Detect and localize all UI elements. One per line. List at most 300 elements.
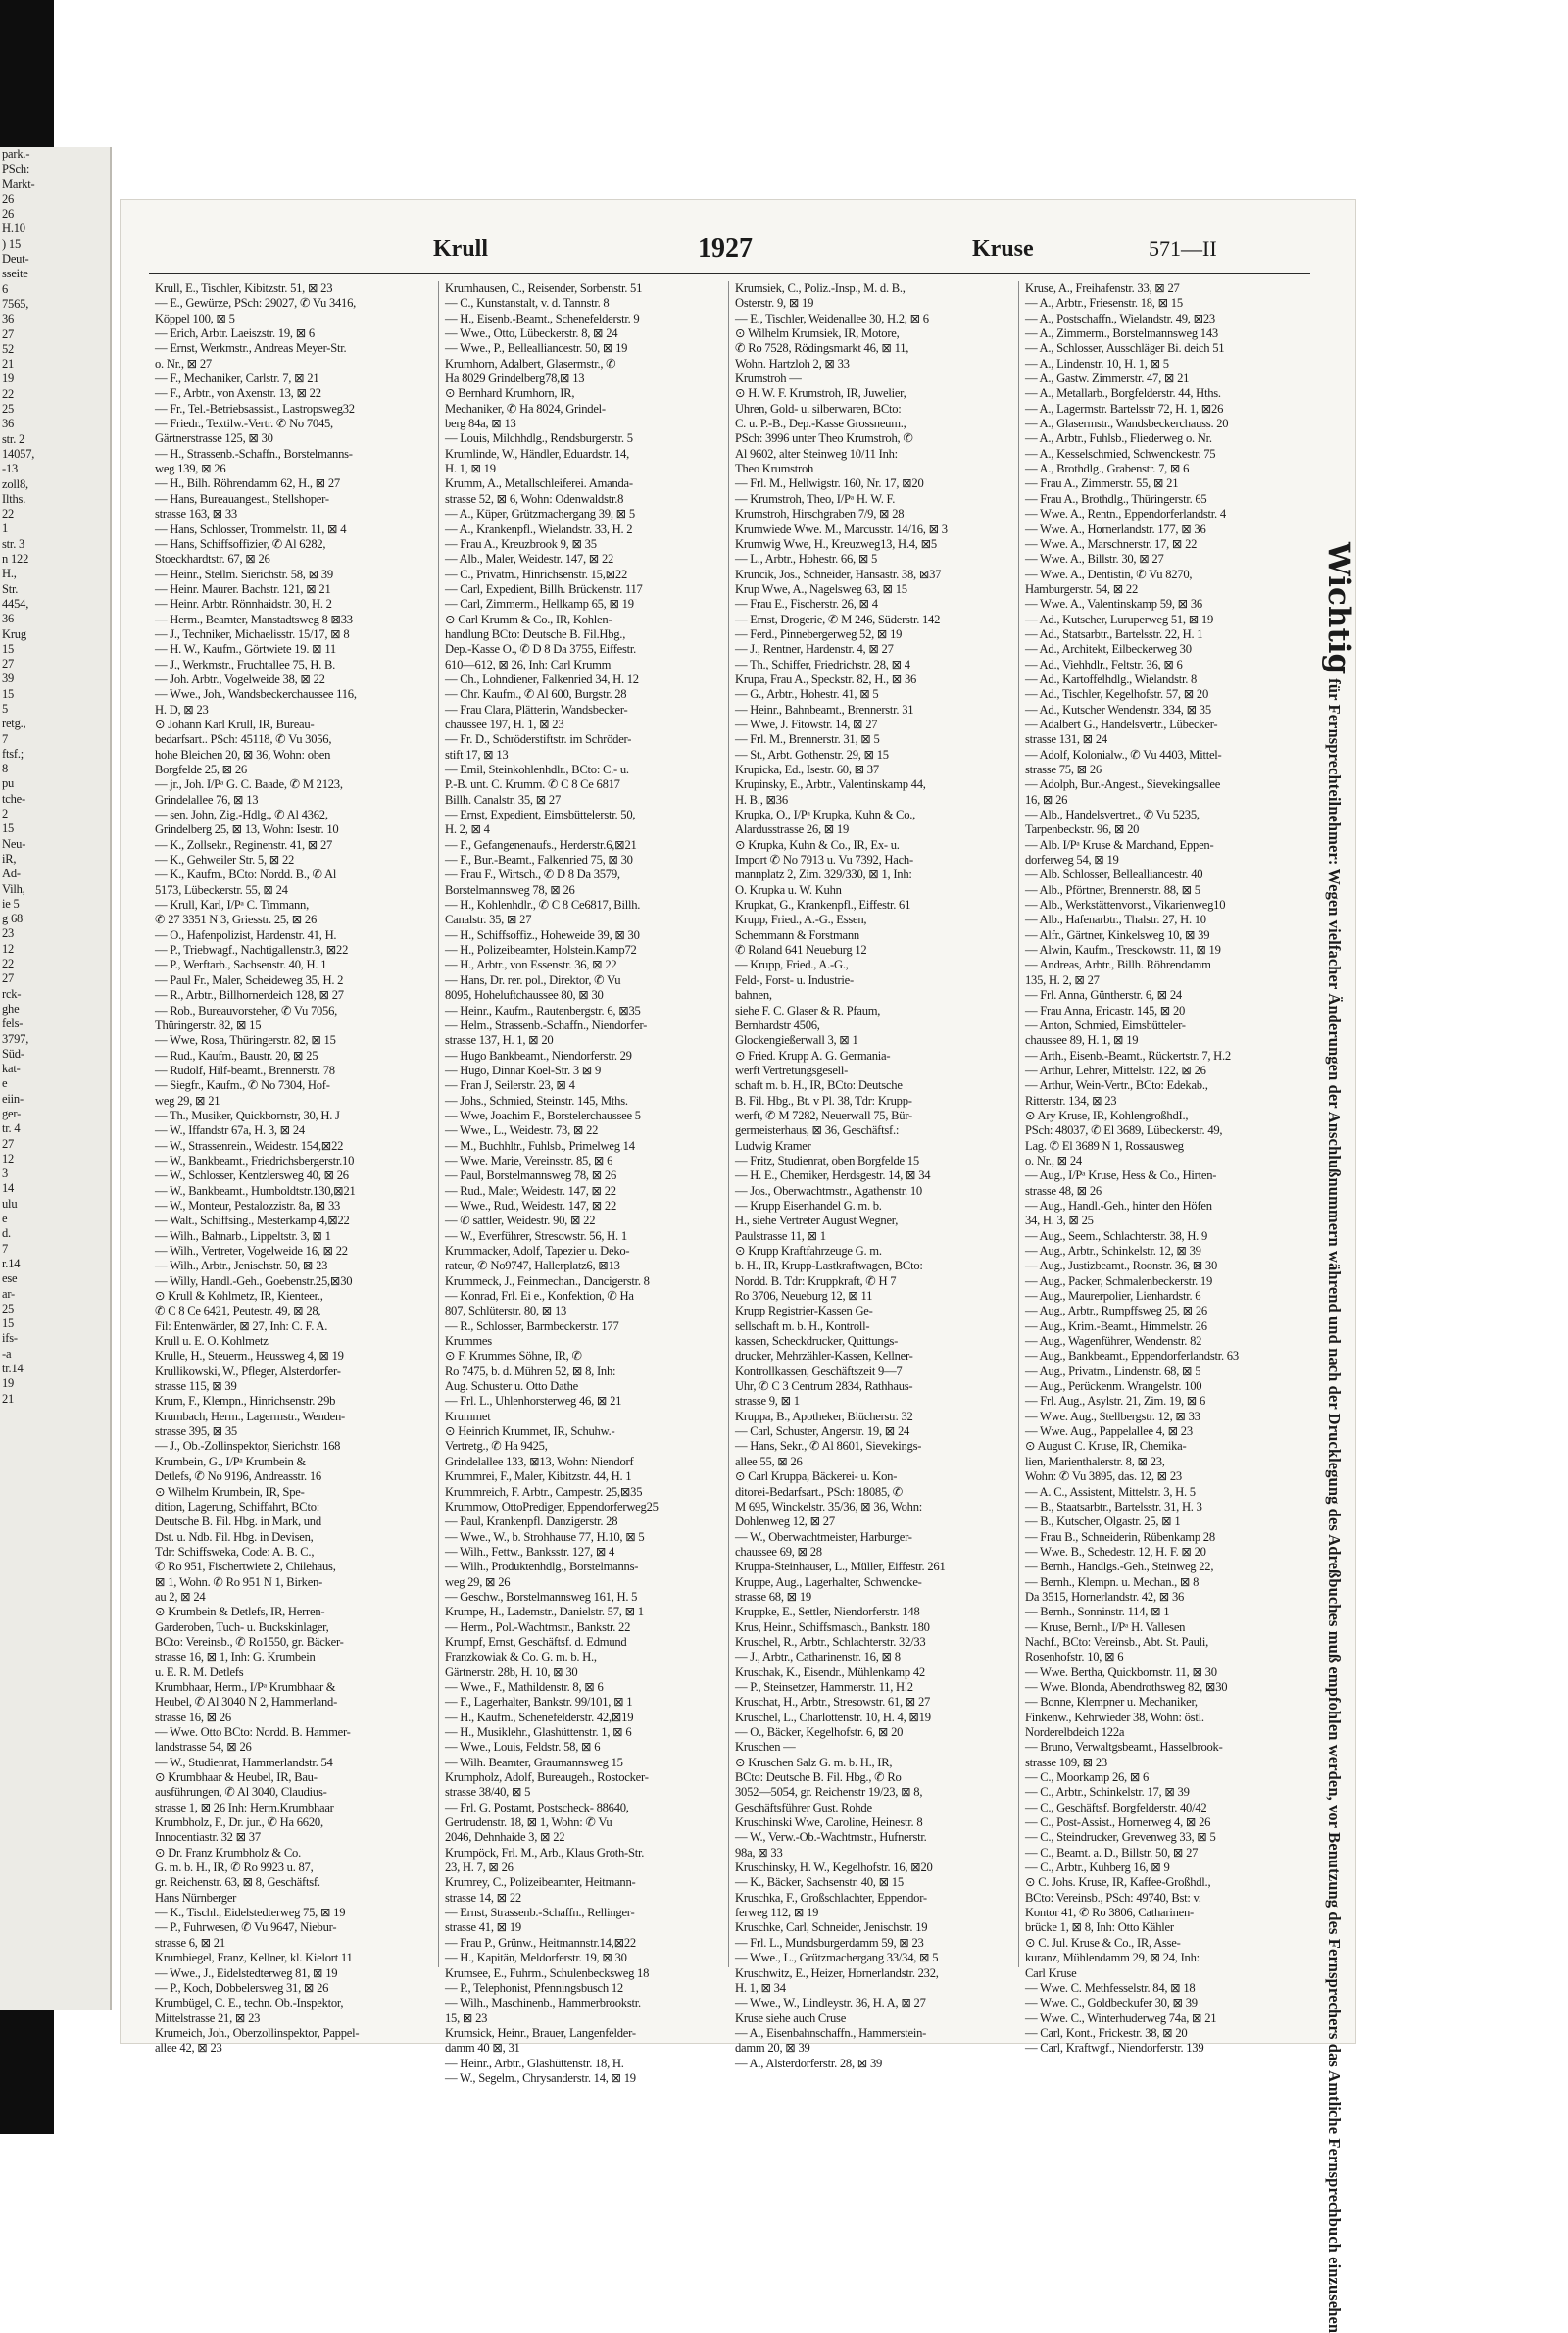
directory-entry-line: — Rob., Bureauvorsteher, ✆ Vu 7056, <box>155 1003 338 1018</box>
directory-entry-line: weg 29, ⊠ 26 <box>445 1574 511 1589</box>
directory-entry-line: — Carl, Expedient, Billh. Brückenstr. 117 <box>445 581 643 596</box>
directory-entry-line: — A., Postschaffn., Wielandstr. 49, ⊠23 <box>1025 311 1215 325</box>
facing-page-fragment: 6 <box>2 281 9 296</box>
directory-entry-line: — Wwe. Marie, Vereinsstr. 85, ⊠ 6 <box>445 1153 613 1167</box>
facing-page-fragment: iR, <box>2 851 17 866</box>
facing-page-fragment: e <box>2 1212 8 1226</box>
facing-page-fragment: Krug <box>2 626 26 641</box>
facing-page-fragment: 36 <box>2 312 15 326</box>
directory-entry-line: — Aug., Seem., Schlachterstr. 38, H. 9 <box>1025 1228 1208 1243</box>
facing-page-fragment: 19 <box>2 1376 15 1391</box>
directory-entry-line: — F., Mechaniker, Carlstr. 7, ⊠ 21 <box>155 372 319 386</box>
directory-entry-line: Ludwig Kramer <box>735 1138 811 1153</box>
directory-entry-line: — Krupp, Fried., A.-G., <box>735 958 849 972</box>
directory-entry-line: — Heinr., Arbtr., Glashüttenstr. 18, H. <box>445 2056 624 2070</box>
facing-page-fragment: Neu- <box>2 836 26 851</box>
facing-page-fragment: pu <box>2 776 15 791</box>
directory-entry-line: — A., Eisenbahnschaffn., Hammerstein- <box>735 2025 927 2040</box>
directory-entry-line: — W., Strassenrein., Weidestr. 154,⊠22 <box>155 1138 344 1153</box>
directory-entry-line: ⊙ Krumbein & Detlefs, IR, Herren- <box>155 1605 325 1619</box>
directory-entry-line: Ro 7475, b. d. Mühren 52, ⊠ 8, Inh: <box>445 1364 616 1378</box>
directory-entry-line: — Ernst, Expedient, Eimsbüttelerstr. 50, <box>445 808 636 822</box>
side-notice-text: für Fernsprechteilnehmer: Wegen vielfacher Änderungen der Anschlußnummern während und nach der Drucklegung des Adreßbuches muß empfohlen werden, vor Benutzung des Fernsprechers das Amtliche Fernsprechbuch einzusehen <box>1325 678 1344 2333</box>
directory-entry-line: — P., Telephonist, Pfenningsbusch 12 <box>445 1980 623 1995</box>
facing-page-fragment: 1 <box>2 521 9 536</box>
directory-entry-line: — H., Arbtr., von Essenstr. 36, ⊠ 22 <box>445 958 617 972</box>
directory-columns <box>149 281 1310 2085</box>
directory-entry-line: BCto: Vereinsb., ✆ Ro1550, gr. Bäcker- <box>155 1634 344 1649</box>
facing-page-fragment: H.10 <box>2 222 25 236</box>
directory-entry-line: drucker, Mehrzähler-Kassen, Kellner- <box>735 1349 913 1364</box>
directory-entry-line: Uhren, Gold- u. silberwaren, BCto: <box>735 401 902 416</box>
directory-entry-line: — Fr., Tel.-Betriebsassist., Lastropsweg32 <box>155 401 355 416</box>
directory-entry-line: H. D, ⊠ 23 <box>155 702 209 717</box>
directory-entry-line: 5173, Lübeckerstr. 55, ⊠ 24 <box>155 882 288 897</box>
directory-entry-line: — ✆ sattler, Weidestr. 90, ⊠ 22 <box>445 1214 596 1228</box>
directory-entry-line: — A., Gastw. Zimmerstr. 47, ⊠ 21 <box>1025 372 1190 386</box>
directory-entry-line: — Frau A., Zimmerstr. 55, ⊠ 21 <box>1025 476 1179 491</box>
directory-entry-line: — Hans, Sekr., ✆ Al 8601, Sievekings- <box>735 1439 922 1454</box>
directory-entry-line: Al 9602, alter Steinweg 10/11 Inh: <box>735 446 898 461</box>
facing-page-fragment: ar- <box>2 1286 16 1301</box>
directory-entry-line: — Paul Fr., Maler, Scheideweg 35, H. 2 <box>155 972 344 987</box>
directory-entry-line: — C., Privatm., Hinrichsenstr. 15,⊠22 <box>445 567 628 581</box>
directory-entry-line: — Alwin, Kaufm., Tresckowstr. 11, ⊠ 19 <box>1025 943 1221 958</box>
directory-entry-line: — Ad., Kutscher Wendenstr. 334, ⊠ 35 <box>1025 702 1211 717</box>
directory-entry-line: M 695, Winckelstr. 35/36, ⊠ 36, Wohn: <box>735 1499 923 1514</box>
facing-page-fragment: -13 <box>2 462 19 476</box>
directory-entry-line: — A., Kesselschmied, Schwenckestr. 75 <box>1025 446 1216 461</box>
directory-entry-line: — H., Strassenb.-Schaffn., Borstelmanns- <box>155 446 353 461</box>
directory-entry-line: ⊠ 1, Wohn. ✆ Ro 951 N 1, Birken- <box>155 1574 323 1589</box>
directory-entry-line: Kruschinsky, H. W., Kegelhofstr. 16, ⊠20 <box>735 1861 933 1875</box>
directory-entry-line: — Bruno, Verwaltgsbeamt., Hasselbrook- <box>1025 1740 1223 1755</box>
directory-entry-line: berg 84a, ⊠ 13 <box>445 417 516 431</box>
directory-entry-line: strasse 14, ⊠ 22 <box>445 1890 521 1905</box>
directory-entry-line: — Frau A., Brothdlg., Thüringerstr. 65 <box>1025 491 1207 506</box>
directory-entry-line: — K., Gehweiler Str. 5, ⊠ 22 <box>155 853 295 868</box>
directory-entry-line: Import ✆ No 7913 u. Vu 7392, Hach- <box>735 853 913 868</box>
directory-entry-line: — J., Arbtr., Catharinenstr. 16, ⊠ 8 <box>735 1650 901 1664</box>
directory-entry-line: lien, Marienthalerstr. 8, ⊠ 23, <box>1025 1454 1165 1468</box>
directory-entry-line: — H., Bilh. Röhrendamm 62, H., ⊠ 27 <box>155 476 340 491</box>
directory-entry-line: hohe Bleichen 20, ⊠ 36, Wohn: oben <box>155 747 331 762</box>
directory-entry-line: B. Fil. Hbg., Bt. v Pl. 38, Tdr: Krupp- <box>735 1093 912 1108</box>
directory-entry-line: — Wwe. Bertha, Quickbornstr. 11, ⊠ 30 <box>1025 1664 1217 1679</box>
directory-entry-line: Da 3515, Hornerlandstr. 42, ⊠ 36 <box>1025 1589 1185 1604</box>
directory-entry-line: — K., Kaufm., BCto: Nordd. B., ✆ Al <box>155 868 337 882</box>
directory-entry-line: — Hans, Schlosser, Trommelstr. 11, ⊠ 4 <box>155 521 347 536</box>
directory-entry-line: — C., Post-Assist., Hornerweg 4, ⊠ 26 <box>1025 1815 1211 1830</box>
directory-entry-line: ausführungen, ✆ Al 3040, Claudius- <box>155 1785 327 1800</box>
column-2 <box>439 281 729 2085</box>
directory-entry-line: Krupp, Fried., A.-G., Essen, <box>735 913 867 927</box>
directory-entry-line: Mechaniker, ✆ Ha 8024, Grindel- <box>445 401 606 416</box>
directory-entry-line: strasse 52, ⊠ 6, Wohn: Odenwaldstr.8 <box>445 491 624 506</box>
directory-entry-line: — C., Arbtr., Schinkelstr. 17, ⊠ 39 <box>1025 1785 1190 1800</box>
facing-page-fragment: 14 <box>2 1181 15 1196</box>
directory-entry-line: Kruppke, E., Settler, Niendorferstr. 148 <box>735 1605 920 1619</box>
directory-entry-line: — Wwe., Louis, Feldstr. 58, ⊠ 6 <box>445 1740 601 1755</box>
directory-entry-line: werft Vertretungsgesell- <box>735 1063 849 1077</box>
facing-page-fragment: 2 <box>2 807 9 821</box>
directory-entry-line: chaussee 197, H. 1, ⊠ 23 <box>445 717 564 731</box>
facing-page-fragment: tr.14 <box>2 1362 24 1376</box>
facing-page-fragment: 52 <box>2 341 15 356</box>
directory-entry-line: — Carl, Zimmerm., Hellkamp 65, ⊠ 19 <box>445 597 634 612</box>
facing-page-fragment: str. 2 <box>2 431 25 446</box>
directory-entry-line: — A., Lagermstr. Bartelsstr 72, H. 1, ⊠26 <box>1025 401 1224 416</box>
directory-entry-line: 2046, Dehnhaide 3, ⊠ 22 <box>445 1830 565 1845</box>
directory-entry-line: — Frau Anna, Ericastr. 145, ⊠ 20 <box>1025 1003 1186 1018</box>
facing-page-fragment: -a <box>2 1346 12 1361</box>
directory-entry-line: Krupinsky, E., Arbtr., Valentinskamp 44, <box>735 777 926 792</box>
directory-entry-line: — J., Techniker, Michaelisstr. 15/17, ⊠ 8 <box>155 626 350 641</box>
facing-page-fragment: Vilh, <box>2 881 25 896</box>
directory-entry-line: — Kruse, Bernh., I/Pᵃ H. Vallesen <box>1025 1619 1186 1634</box>
directory-entry-line: — W., Bankbeamt., Humboldtstr.130,⊠21 <box>155 1183 356 1198</box>
directory-entry-line: — A., Zimmerm., Borstelmannsweg 143 <box>1025 326 1218 341</box>
directory-entry-line: Kruse siehe auch Cruse <box>735 2010 847 2025</box>
directory-entry-line: Heubel, ✆ Al 3040 N 2, Hammerland- <box>155 1695 338 1710</box>
directory-entry-line: Krulle, H., Steuerm., Heussweg 4, ⊠ 19 <box>155 1349 344 1364</box>
directory-entry-line: ⊙ Wilhelm Krumbein, IR, Spe- <box>155 1484 305 1499</box>
facing-page-fragment: tr. 4 <box>2 1121 21 1136</box>
directory-entry-line: chaussee 69, ⊠ 28 <box>735 1544 822 1559</box>
directory-entry-line: — B., Kutscher, Olgastr. 25, ⊠ 1 <box>1025 1514 1181 1529</box>
directory-entry-line: werft, ✆ M 7282, Neuerwall 75, Bür- <box>735 1108 912 1122</box>
directory-entry-line: brücke 1, ⊠ 8, Inh: Otto Kähler <box>1025 1920 1174 1935</box>
directory-entry-line: Krumm, A., Metallschleiferei. Amanda- <box>445 476 633 491</box>
facing-page-fragment: 7565, <box>2 296 29 311</box>
directory-entry-line: ⊙ August C. Kruse, IR, Chemika- <box>1025 1439 1187 1454</box>
facing-page-fragment: e <box>2 1076 8 1091</box>
facing-page-fragment: Ilths. <box>2 491 26 506</box>
directory-entry-line: Glockengießerwall 3, ⊠ 1 <box>735 1033 858 1048</box>
directory-entry-line: — Frau F., Wirtsch., ✆ D 8 Da 3579, <box>445 868 620 882</box>
directory-entry-line: strasse 9, ⊠ 1 <box>735 1394 800 1409</box>
facing-page-fragment: 39 <box>2 671 15 686</box>
directory-entry-line: ⊙ Kruschen Salz G. m. b. H., IR, <box>735 1755 893 1769</box>
directory-entry-line: Wohn. Hartzloh 2, ⊠ 33 <box>735 356 850 371</box>
directory-entry-line: ⊙ Ary Kruse, IR, KohlengroßhdI., <box>1025 1108 1189 1122</box>
directory-entry-line: — Heinr. Arbtr. Rönnhaidstr. 30, H. 2 <box>155 597 332 612</box>
facing-page-fragment: 3 <box>2 1166 9 1181</box>
directory-entry-line: strasse 68, ⊠ 19 <box>735 1589 811 1604</box>
directory-entry-line: — Ad., Viehhdlr., Feltstr. 36, ⊠ 6 <box>1025 657 1183 671</box>
directory-entry-line: — Aug., Justizbeamt., Roonstr. 36, ⊠ 30 <box>1025 1259 1218 1273</box>
directory-entry-line: allee 55, ⊠ 26 <box>735 1454 803 1468</box>
directory-entry-line: — Th., Schiffer, Friedrichstr. 28, ⊠ 4 <box>735 657 910 671</box>
facing-page-fragment: 27 <box>2 971 15 986</box>
directory-entry-line: Grindelallee 76, ⊠ 13 <box>155 792 259 807</box>
directory-entry-line: — F., Lagerhalter, Bankstr. 99/101, ⊠ 1 <box>445 1695 633 1710</box>
directory-entry-line: Franzkowiak & Co. G. m. b. H., <box>445 1650 597 1664</box>
directory-entry-line: — W., Segelm., Chrysanderstr. 14, ⊠ 19 <box>445 2070 636 2085</box>
directory-entry-line: Krumbhaar, Herm., I/Pᵃ Krumbhaar & <box>155 1679 336 1694</box>
directory-entry-line: — Wwe. C., Goldbeckufer 30, ⊠ 39 <box>1025 1996 1198 2010</box>
directory-entry-line: — J., Ob.-Zollinspektor, Sierichstr. 168 <box>155 1439 341 1454</box>
directory-entry-line: schaft m. b. H., IR, BCto: Deutsche <box>735 1078 903 1093</box>
facing-page-fragment: str. 3 <box>2 536 25 551</box>
directory-entry-line: Kruppe, Aug., Lagerhalter, Schwencke- <box>735 1574 922 1589</box>
directory-entry-line: ⊙ Carl Krumm & Co., IR, Kohlen- <box>445 612 612 626</box>
directory-entry-line: — Wilh. Beamter, Graumannsweg 15 <box>445 1755 623 1769</box>
directory-entry-line: — Andreas, Arbtr., Billh. Röhrendamm <box>1025 958 1211 972</box>
directory-entry-line: Garderoben, Tuch- u. Buckskinlager, <box>155 1619 329 1634</box>
directory-entry-line: — Anton, Schmied, Eimsbütteler- <box>1025 1018 1186 1032</box>
directory-entry-line: handlung BCto: Deutsche B. Fil.Hbg., <box>445 626 626 641</box>
directory-entry-line: u. E. R. M. Detlefs <box>155 1664 244 1679</box>
directory-entry-line: weg 139, ⊠ 26 <box>155 462 226 476</box>
directory-entry-line: — Aug., Maurerpolier, Lienhardstr. 6 <box>1025 1289 1201 1304</box>
directory-entry-line: Schemmann & Forstmann <box>735 927 859 942</box>
directory-entry-line: Krumstroh — <box>735 372 802 386</box>
header-first-name: Krull <box>433 236 489 262</box>
directory-entry-line: Krumpf, Ernst, Geschäftsf. d. Edmund <box>445 1634 627 1649</box>
facing-page-fragment: 36 <box>2 612 15 626</box>
directory-entry-line: — Wwe. A., Rentn., Eppendorferlandstr. 4 <box>1025 507 1226 521</box>
facing-page-fragment: 25 <box>2 1301 15 1315</box>
directory-entry-line: Kruschwitz, E., Heizer, Hornerlandstr. 232, <box>735 1965 939 1980</box>
facing-page-fragment: kat- <box>2 1062 21 1076</box>
directory-entry-line: — W., Oberwachtmeister, Harburger- <box>735 1529 912 1544</box>
directory-entry-line: — Wwe., W., b. Strohhause 77, H.10, ⊠ 5 <box>445 1529 645 1544</box>
directory-entry-line: — Aug., I/Pᵃ Kruse, Hess & Co., Hirten- <box>1025 1168 1217 1183</box>
directory-entry-line: — Carl, Kraftwgf., Niendorferstr. 139 <box>1025 2041 1204 2056</box>
directory-entry-line: C. u. P.-B., Dep.-Kasse Grossneum., <box>735 417 906 431</box>
side-notice-title: Wichtig <box>1321 542 1356 675</box>
directory-entry-line: — Louis, Milchhdlg., Rendsburgerstr. 5 <box>445 431 633 446</box>
directory-entry-line: — Frl. Anna, Güntherstr. 6, ⊠ 24 <box>1025 988 1182 1003</box>
facing-page-fragment: 27 <box>2 1136 15 1151</box>
directory-entry-line: — Hugo, Dinnar Koel-Str. 3 ⊠ 9 <box>445 1063 602 1077</box>
directory-entry-line: P.-B. unt. C. Krumm. ✆ C 8 Ce 6817 <box>445 777 620 792</box>
directory-entry-line: — Wwe., L., Weidestr. 73, ⊠ 22 <box>445 1123 599 1138</box>
directory-entry-line: Krumstroh, Hirschgraben 7/9, ⊠ 28 <box>735 507 905 521</box>
facing-page-fragment: 15 <box>2 641 15 656</box>
directory-entry-line: Krumhausen, C., Reisender, Sorbenstr. 51 <box>445 281 643 295</box>
header-rule <box>149 273 1310 274</box>
directory-entry-line: — M., Buchhltr., Fuhlsb., Primelweg 14 <box>445 1138 635 1153</box>
directory-entry-line: H. B., ⊠36 <box>735 792 788 807</box>
directory-entry-line: — F., Bur.-Beamt., Falkenried 75, ⊠ 30 <box>445 853 633 868</box>
directory-entry-line: — Frau A., Kreuzbrook 9, ⊠ 35 <box>445 536 597 551</box>
directory-entry-line: Kruppa, B., Apotheker, Blücherstr. 32 <box>735 1409 913 1423</box>
directory-entry-line: ⊙ Johann Karl Krull, IR, Bureau- <box>155 717 315 731</box>
directory-entry-line: — Ad., Kartoffelhdlg., Wielandstr. 8 <box>1025 671 1198 686</box>
directory-entry-line: — Hans, Schiffsoffizier, ✆ Al 6282, <box>155 536 326 551</box>
directory-entry-line: — O., Hafenpolizist, Hardenstr. 41, H. <box>155 927 337 942</box>
header-year: 1927 <box>698 233 753 264</box>
directory-entry-line: — Wwe, Joachim F., Borstelerchaussee 5 <box>445 1108 641 1122</box>
directory-entry-line: Carl Kruse <box>1025 1965 1077 1980</box>
directory-entry-line: — Konrad, Frl. Ei e., Konfektion, ✆ Ha <box>445 1289 634 1304</box>
directory-entry-line: — H., Eisenb.-Beamt., Schenefelderstr. 9 <box>445 311 640 325</box>
directory-entry-line: — Krumstroh, Theo, I/Pᵃ H. W. F. <box>735 491 896 506</box>
directory-entry-line: — A., Lindenstr. 10, H. 1, ⊠ 5 <box>1025 356 1169 371</box>
directory-entry-line: — Fr. D., Schröderstiftstr. im Schröder- <box>445 732 632 747</box>
directory-entry-line: ⊙ Carl Kruppa, Bäckerei- u. Kon- <box>735 1469 898 1484</box>
directory-entry-line: — Bernh., Sonninstr. 114, ⊠ 1 <box>1025 1605 1170 1619</box>
directory-entry-line: Krullikowski, W., Pfleger, Alsterdorfer- <box>155 1364 341 1378</box>
directory-entry-line: Kruncik, Jos., Schneider, Hansastr. 38, ⊠37 <box>735 567 942 581</box>
directory-entry-line: Krupka, O., I/Pᵃ Krupka, Kuhn & Co., <box>735 808 916 822</box>
directory-entry-line: 98a, ⊠ 33 <box>735 1845 783 1860</box>
directory-entry-line: bahnen, <box>735 988 772 1003</box>
directory-entry-line: — Wwe., Joh., Wandsbeckerchaussee 116, <box>155 687 357 702</box>
directory-entry-line: Kruschel, L., Charlottenstr. 10, H. 4, ⊠19 <box>735 1710 931 1724</box>
directory-entry-line: — W., Monteur, Pestalozzistr. 8a, ⊠ 33 <box>155 1198 341 1213</box>
directory-entry-line: — C., Arbtr., Kuhberg 16, ⊠ 9 <box>1025 1861 1170 1875</box>
facing-page-fragment: ftsf.; <box>2 746 24 761</box>
directory-entry-line: Kruse, A., Freihafenstr. 33, ⊠ 27 <box>1025 281 1180 295</box>
directory-entry-line: — Chr. Kaufm., ✆ Al 600, Burgstr. 28 <box>445 687 627 702</box>
directory-entry-line: strasse 6, ⊠ 21 <box>155 1935 225 1950</box>
directory-entry-line: Krumpe, H., Lademstr., Danielstr. 57, ⊠ 1 <box>445 1605 644 1619</box>
directory-entry-line: — A., Glasermstr., Wandsbeckerchauss. 20 <box>1025 417 1229 431</box>
directory-entry-line: Kruschel, R., Arbtr., Schlachterstr. 32/33 <box>735 1634 926 1649</box>
directory-entry-line: — A., Metallarb., Borgfelderstr. 44, Hths. <box>1025 386 1221 401</box>
directory-entry-line: — Walt., Schiffsing., Mesterkamp 4,⊠22 <box>155 1214 350 1228</box>
facing-page-fragment: ie 5 <box>2 896 20 911</box>
directory-entry-line: — L., Arbtr., Hohestr. 66, ⊠ 5 <box>735 552 878 567</box>
directory-entry-line: — O., Bäcker, Kegelhofstr. 6, ⊠ 20 <box>735 1725 904 1739</box>
directory-entry-line: — Ch., Lohndiener, Falkenried 34, H. 12 <box>445 671 639 686</box>
directory-entry-line: — H., Kohlenhdlr., ✆ C 8 Ce6817, Billh. <box>445 898 641 913</box>
directory-entry-line: — Wwe. A., Dentistin, ✆ Vu 8270, <box>1025 567 1193 581</box>
directory-entry-line: Borgfelde 25, ⊠ 26 <box>155 763 247 776</box>
facing-page-fragment: 15 <box>2 821 15 836</box>
directory-entry-line: Innocentiastr. 32 ⊠ 37 <box>155 1830 261 1845</box>
directory-entry-line: ⊙ Heinrich Krummet, IR, Schuhw.- <box>445 1424 615 1439</box>
directory-entry-line: — Aug., Arbtr., Schinkelstr. 12, ⊠ 39 <box>1025 1244 1201 1258</box>
directory-entry-line: — C., Kunstanstalt, v. d. Tannstr. 8 <box>445 296 610 311</box>
directory-entry-line: — Rud., Kaufm., Baustr. 20, ⊠ 25 <box>155 1048 318 1063</box>
directory-entry-line: Krum, F., Klempn., Hinrichsenstr. 29b <box>155 1394 336 1409</box>
directory-entry-line: Feld-, Forst- u. Industrie- <box>735 972 854 987</box>
directory-entry-line: Kontrollkassen, Geschäftszeit 9—7 <box>735 1364 903 1378</box>
directory-entry-line: — Carl, Schuster, Angerstr. 19, ⊠ 24 <box>735 1424 910 1439</box>
facing-page-fragment: 14057, <box>2 446 35 461</box>
directory-entry-line: — Ernst, Strassenb.-Schaffn., Rellinger- <box>445 1906 635 1920</box>
directory-entry-line: Hamburgerstr. 54, ⊠ 22 <box>1025 581 1139 596</box>
facing-page-fragment: 7 <box>2 1241 9 1256</box>
directory-entry-line: — Frl. G. Postamt, Postscheck- 88640, <box>445 1800 629 1814</box>
directory-entry-line: — Wwe. Aug., Pappelallee 4, ⊠ 23 <box>1025 1424 1193 1439</box>
directory-entry-line: — Wwe. B., Schedestr. 12, H. F. ⊠ 20 <box>1025 1544 1206 1559</box>
directory-entry-line: — Wwe., W., Lindleystr. 36, H. A, ⊠ 27 <box>735 1996 926 2010</box>
directory-entry-line: dition, Lagerung, Schiffahrt, BCto: <box>155 1499 320 1514</box>
directory-entry-line: — C., Steindrucker, Grevenweg 33, ⊠ 5 <box>1025 1830 1216 1845</box>
facing-page-fragment: 15 <box>2 686 15 701</box>
directory-entry-line: — Wwe., L., Grützmachergang 33/34, ⊠ 5 <box>735 1951 939 1965</box>
directory-entry-line: strasse 41, ⊠ 19 <box>445 1920 521 1935</box>
directory-entry-line: — H. W., Kaufm., Görtwiete 19. ⊠ 11 <box>155 642 336 657</box>
directory-entry-line: — P., Steinsetzer, Hammerstr. 11, H.2 <box>735 1679 913 1694</box>
directory-entry-line: — Frau B., Schneiderin, Rübenkamp 28 <box>1025 1529 1215 1544</box>
directory-entry-line: weg 29, ⊠ 21 <box>155 1093 220 1108</box>
directory-entry-line: — P., Koch, Dobbelersweg 31, ⊠ 26 <box>155 1980 329 1995</box>
directory-entry-line: Kruschke, Carl, Schneider, Jenischstr. 19 <box>735 1920 928 1935</box>
directory-entry-line: — Paul, Borstelmannsweg 78, ⊠ 26 <box>445 1168 617 1183</box>
directory-entry-line: Nachf., BCto: Vereinsb., Abt. St. Pauli, <box>1025 1634 1209 1649</box>
directory-entry-line: — E., Tischler, Weidenallee 30, H.2, ⊠ 6 <box>735 311 929 325</box>
directory-entry-line: — Herm., Beamter, Manstadtsweg 8 ⊠33 <box>155 612 353 626</box>
directory-entry-line: rateur, ✆ No9747, Hallerplatz6, ⊠13 <box>445 1259 620 1273</box>
directory-entry-line: — Arthur, Wein-Vertr., BCto: Edekab., <box>1025 1078 1208 1093</box>
directory-entry-line: Kruschat, H., Arbtr., Stresowstr. 61, ⊠ 27 <box>735 1695 931 1710</box>
facing-page-fragment: ghe <box>2 1001 20 1016</box>
directory-entry-line: — Carl, Kont., Frickestr. 38, ⊠ 20 <box>1025 2025 1188 2040</box>
facing-page-fragment: ) 15 <box>2 236 21 251</box>
directory-entry-line: Theo Krumstroh <box>735 462 814 476</box>
column-4 <box>1019 281 1309 2056</box>
directory-entry-line: Krummrei, F., Maler, Kibitzstr. 44, H. 1 <box>445 1469 632 1484</box>
directory-entry-line: — Wwe. A., Billstr. 30, ⊠ 27 <box>1025 552 1164 567</box>
facing-page-fragment: 22 <box>2 386 15 401</box>
directory-entry-line: — F., Gefangenenaufs., Herderstr.6,⊠21 <box>445 837 637 852</box>
directory-entry-line: — Paul, Krankenpfl. Danzigerstr. 28 <box>445 1514 618 1529</box>
directory-entry-line: kuranz, Mühlendamm 29, ⊠ 24, Inh: <box>1025 1951 1200 1965</box>
directory-entry-line: strasse 131, ⊠ 24 <box>1025 732 1107 747</box>
directory-entry-line: mannplatz 2, Zim. 329/330, ⊠ 1, Inh: <box>735 868 912 882</box>
facing-page-fragment: retg., <box>2 717 26 731</box>
directory-entry-line: — Fran J, Seilerstr. 23, ⊠ 4 <box>445 1078 575 1093</box>
directory-entry-line: — Alb., Maler, Weidestr. 147, ⊠ 22 <box>445 552 614 567</box>
directory-entry-line: Osterstr. 9, ⊠ 19 <box>735 296 814 311</box>
directory-entry-line: Dst. u. Ndb. Fil. Hbg. in Devisen, <box>155 1529 314 1544</box>
directory-entry-line: ⊙ C. Johs. Kruse, IR, Kaffee-Großhdl., <box>1025 1875 1211 1890</box>
directory-entry-line: — Hans, Dr. rer. pol., Direktor, ✆ Vu <box>445 972 621 987</box>
directory-entry-line: Gertrudenstr. 18, ⊠ 1, Wohn: ✆ Vu <box>445 1815 612 1830</box>
directory-entry-line: strasse 163, ⊠ 33 <box>155 507 237 521</box>
directory-entry-line: Bernhardstr 4506, <box>735 1018 820 1032</box>
directory-entry-line: ⊙ Krumbhaar & Heubel, IR, Bau- <box>155 1770 318 1785</box>
column-1 <box>149 281 439 2056</box>
directory-entry-line: o. Nr., ⊠ 27 <box>155 356 212 371</box>
facing-page-fragment: H., <box>2 567 17 581</box>
directory-entry-line: strasse 137, H. 1, ⊠ 20 <box>445 1033 554 1048</box>
directory-entry-line: Krumbügel, C. E., techn. Ob.-Inspektor, <box>155 1996 344 2010</box>
directory-entry-line: — Ad., Tischler, Kegelhofstr. 57, ⊠ 20 <box>1025 687 1209 702</box>
facing-page-fragment: d. <box>2 1226 11 1241</box>
directory-entry-line: — W., Bankbeamt., Friedrichsbergerstr.10 <box>155 1153 355 1167</box>
directory-entry-line: — J., Werkmstr., Fruchtallee 75, H. B. <box>155 657 336 671</box>
directory-entry-line: — Ad., Statsarbtr., Bartelsstr. 22, H. 1 <box>1025 626 1203 641</box>
directory-entry-line: strasse 38/40, ⊠ 5 <box>445 1785 531 1800</box>
directory-entry-line: — Wwe. A., Hornerlandstr. 177, ⊠ 36 <box>1025 521 1206 536</box>
directory-entry-line: 8095, Hoheluftchaussee 80, ⊠ 30 <box>445 988 604 1003</box>
facing-page-fragment: 36 <box>2 417 15 431</box>
directory-entry-line: — Frl. L., Mundsburgerdamm 59, ⊠ 23 <box>735 1935 924 1950</box>
facing-page-fragment: 26 <box>2 191 15 206</box>
directory-entry-line: — Bernh., Klempn. u. Mechan., ⊠ 8 <box>1025 1574 1200 1589</box>
directory-entry-line: — Bonne, Klempner u. Mechaniker, <box>1025 1695 1198 1710</box>
directory-entry-line: ⊙ Krull & Kohlmetz, IR, Kienteer., <box>155 1289 323 1304</box>
facing-page-fragment: Str. <box>2 581 19 596</box>
directory-entry-line: — Wilh., Arbtr., Jenischstr. 50, ⊠ 23 <box>155 1259 328 1273</box>
directory-entry-line: gr. Reichenstr. 63, ⊠ 8, Geschäftsf. <box>155 1875 320 1890</box>
directory-entry-line: damm 40 ⊠, 31 <box>445 2041 520 2056</box>
facing-page-fragment: 19 <box>2 372 15 386</box>
page-number: 571—II <box>1149 236 1217 261</box>
directory-entry-line: Krupkat, G., Krankenpfl., Eiffestr. 61 <box>735 898 911 913</box>
directory-entry-line: ✆ Ro 7528, Rödingsmarkt 46, ⊠ 11, <box>735 341 909 356</box>
directory-entry-line: — Alb. Schlosser, Bellealliancestr. 40 <box>1025 868 1203 882</box>
directory-entry-line: — Joh. Arbtr., Vogelweide 38, ⊠ 22 <box>155 671 325 686</box>
directory-entry-line: Krull u. E. O. Kohlmetz <box>155 1334 269 1349</box>
